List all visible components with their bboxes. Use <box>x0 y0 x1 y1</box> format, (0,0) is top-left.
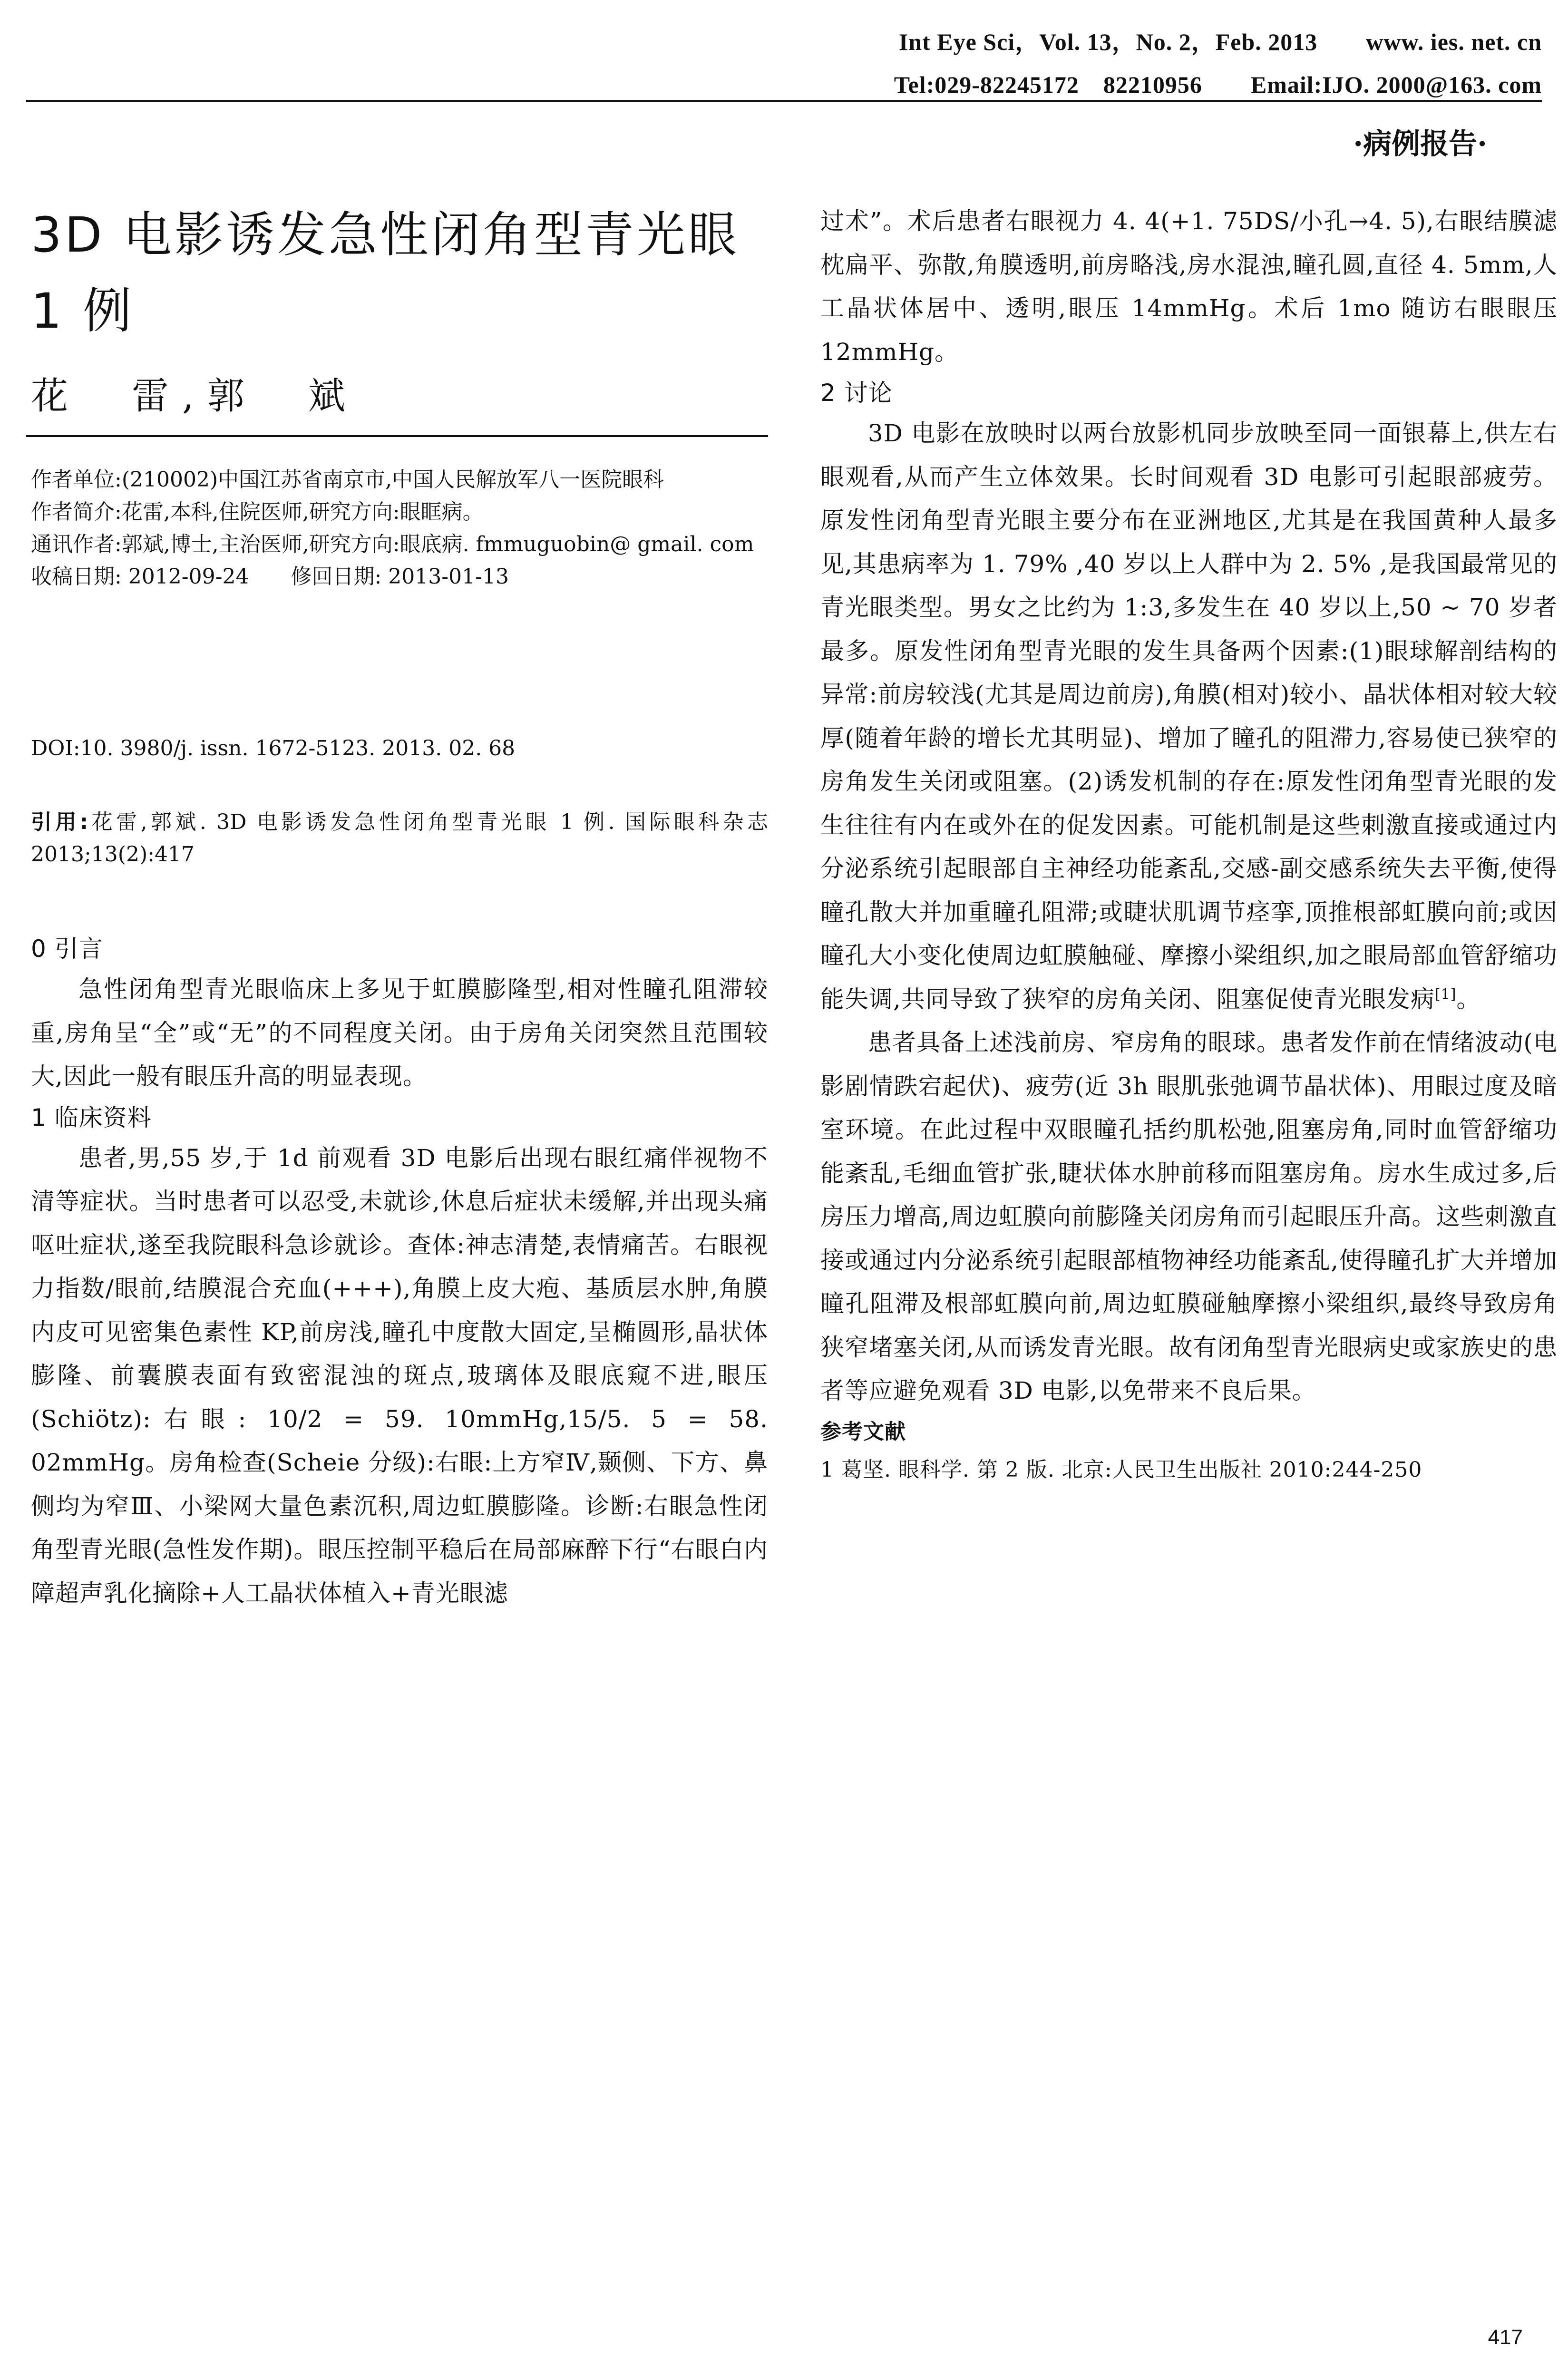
discussion-paragraph-2: 患者具备上述浅前房、窄房角的眼球。患者发作前在情绪波动(电影剧情跌宕起伏)、疲劳(近 3h 眼肌张弛调节晶状体)、用眼过度及暗室环境。在此过程中双眼瞳孔括约肌松弛,阻塞房角,同时血管舒缩功能紊乱,毛细血管扩张,睫状体水肿前移而阻塞房角。房水生成过多,后房压力增高,周边虹膜向前膨隆关闭房角而引起眼压升高。这些刺激直接或通过内分泌系统引起眼部植物神经功能紊乱,使得瞳孔扩大并增加瞳孔阻滞及根部虹膜向前,周边虹膜碰触摩擦小梁组织,最终导致房角狭窄堵塞关闭,从而诱发青光眼。故有闭角型青光眼病史或家族史的患者等应避免观看 3D 电影,以免带来不良后果。 <box>820 1029 1558 1404</box>
journal-header-line-2: Tel:029-82245172 82210956 Email:IJO. 2000@163. com <box>894 71 1542 98</box>
author-info <box>31 464 768 593</box>
section-heading-introduction: 0 引言 <box>31 935 103 963</box>
reference-marker: [1] <box>1434 985 1457 1003</box>
title-rule <box>26 435 768 437</box>
discussion-paragraph-1 <box>820 412 1558 1021</box>
header-rule <box>26 100 1542 102</box>
citation <box>31 806 768 871</box>
page-number: 417 <box>1488 2326 1523 2349</box>
citation-text: 花雷,郭斌. 3D 电影诱发急性闭角型青光眼 1 例. 国际眼科杂志 2013;13(2):417 <box>31 810 768 867</box>
section-tag: ·病例报告· <box>1353 127 1487 161</box>
journal-header-line-1: Int Eye Sci，Vol. 13，No. 2，Feb. 2013 www. ies. net. cn <box>898 29 1542 55</box>
clinical-data-paragraph-continued: 过术”。术后患者右眼视力 4. 4(+1. 75DS/小孔→4. 5),右眼结膜滤枕扁平、弥散,角膜透明,前房略浅,房水混浊,瞳孔圆,直径 4. 5mm,人工晶状体居中、透明,眼压 14mmHg。术后 1mo 随访右眼眼压 12mmHg。 <box>820 207 1558 366</box>
section-heading-discussion: 2 讨论 <box>820 379 893 407</box>
discussion-paragraph-1-text: 3D 电影在放映时以两台放影机同步放映至同一面银幕上,供左右眼观看,从而产生立体效果。长时间观看 3D 电影可引起眼部疲劳。原发性闭角型青光眼主要分布在亚洲地区,尤其是在我国黄种人最多见,其患病率为 1. 79% ,40 岁以上人群中为 2. 5% ,是我国最常见的青光眼类型。男女之比约为 1:3,多发生在 40 岁以上,50 ~ 70 岁者最多。原发性闭角型青光眼的发生具备两个因素:(1)眼球解剖结构的异常:前房较浅(尤其是周边前房),角膜(相对)较小、晶状体相对较大较厚(随着年龄的增长尤其明显)、增加了瞳孔的阻滞力,容易使已狭窄的房角发生关闭或阻塞。(2)诱发机制的存在:原发性闭角型青光眼的发生往往有内在或外在的促发因素。可能机制是这些刺激直接或通过内分泌系统引起眼部自主神经功能紊乱,交感-副交感系统失去平衡,使得瞳孔散大并加重瞳孔阻滞;或睫状肌调节痉挛,顶推根部虹膜向前;或因瞳孔大小变化使周边虹膜触碰、摩擦小梁组织,加之眼局部血管舒缩功能失调,共同导致了狭窄的房角关闭、阻塞促使青光眼发病 <box>820 419 1558 1013</box>
doi: DOI:10. 3980/j. issn. 1672-5123. 2013. 02. 68 <box>31 736 516 760</box>
clinical-data-paragraph: 患者,男,55 岁,于 1d 前观看 3D 电影后出现右眼红痛伴视物不清等症状。当时患者可以忍受,未就诊,休息后症状未缓解,并出现头痛呕吐症状,遂至我院眼科急诊就诊。查体:神志清楚,表情痛苦。右眼视力指数/眼前,结膜混合充血(+++),角膜上皮大疱、基质层水肿,角膜内皮可见密集色素性 KP,前房浅,瞳孔中度散大固定,呈椭圆形,晶状体膨隆、前囊膜表面有致密混浊的斑点,玻璃体及眼底窥不进,眼压(Schiötz):右眼: 10/2 = 59. 10mmHg,15/5. 5 = 58. 02mmHg。房角检查(Scheie 分级):右眼:上方窄Ⅳ,颞侧、下方、鼻侧均为窄Ⅲ、小梁网大量色素沉积,周边虹膜膨隆。诊断:右眼急性闭角型青光眼(急性发作期)。眼压控制平稳后在局部麻醉下行“右眼白内障超声乳化摘除+人工晶状体植入+青光眼滤 <box>31 1144 768 1607</box>
reference-item: 1 葛坚. 眼科学. 第 2 版. 北京:人民卫生出版社 2010:244-250 <box>820 1457 1422 1482</box>
discussion-paragraph-1-end: 。 <box>1456 985 1481 1013</box>
introduction-paragraph: 急性闭角型青光眼临床上多见于虹膜膨隆型,相对性瞳孔阻滞较重,房角呈“全”或“无”的不同程度关闭。由于房角关闭突然且范围较大,因此一般有眼压升高的明显表现。 <box>31 975 768 1090</box>
article-authors: 花 雷,郭 斌 <box>31 375 359 418</box>
section-heading-clinical-data: 1 临床资料 <box>31 1103 152 1131</box>
article-title: 3D 电影诱发急性闭角型青光眼 1 例 <box>31 207 740 340</box>
body-left-column <box>31 930 768 1615</box>
references-heading: 参考文献 <box>820 1419 906 1444</box>
citation-label: 引用: <box>31 810 88 834</box>
received-revised-dates: 收稿日期: 2012-09-24 修回日期: 2013-01-13 <box>31 565 509 589</box>
author-bio: 作者简介:花雷,本科,住院医师,研究方向:眼眶病。 <box>31 500 484 524</box>
affiliation: 作者单位:(210002)中国江苏省南京市,中国人民解放军八一医院眼科 <box>31 468 664 492</box>
corresponding-author: 通讯作者:郭斌,博士,主治医师,研究方向:眼底病. fmmuguobin@ gmail. com <box>31 532 754 556</box>
body-right-column <box>820 200 1558 1489</box>
